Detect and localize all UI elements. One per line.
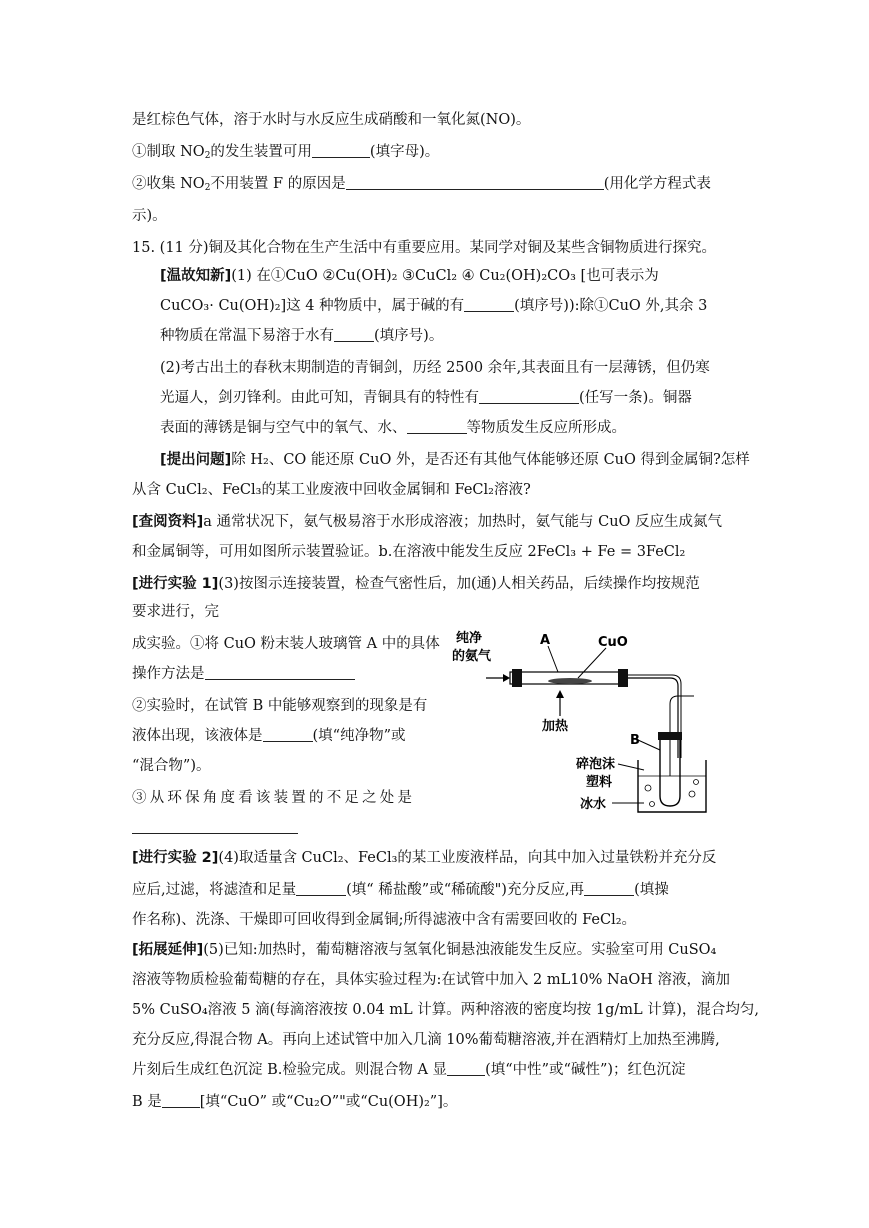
text-line [132, 970, 730, 990]
label-foam: 碎泡沫 [576, 757, 616, 772]
ice-chip [650, 802, 655, 807]
text: ③从环保角度看该装置的不足之处是 [132, 790, 416, 806]
text-line [132, 110, 530, 130]
subscript: 2 [204, 151, 211, 161]
text: (3)按图示连接装置，检查气密性后，加(通)人相关药品，后续操作均按规范 [218, 576, 700, 592]
beaker [638, 760, 706, 812]
answer-blank[interactable] [263, 727, 313, 742]
apparatus-diagram [448, 628, 718, 818]
text-line [132, 880, 669, 900]
cuo-powder [548, 678, 592, 684]
text-line [160, 296, 707, 316]
text: a 通常状况下，氨气极易溶于水形成溶液；加热时，氨气能与 CuO 反应生成氮气 [203, 514, 723, 530]
text-line [132, 1000, 759, 1020]
answer-blank[interactable] [447, 1061, 485, 1076]
text-line [160, 326, 443, 346]
text: 除 H₂、CO 能还原 CuO 外，是否还有其他气体能够还原 CuO 得到金属铜?怎样 [231, 452, 750, 468]
stopper-left [512, 669, 522, 687]
text: (2)考古出土的春秋末期制造的青铜剑，历经 2500 余年,其表面且有一层薄锈，但仍寒 [160, 360, 710, 376]
text-line [160, 388, 692, 408]
ice-chip [689, 791, 695, 797]
text: (填字母)。 [369, 144, 440, 160]
text: “混合物”)。 [132, 758, 211, 774]
text: 溶液等物质检验葡萄糖的存在，具体实验过程为:在试管中加入 2 mL10% NaOH 溶液，滴加 [132, 972, 731, 988]
text: 和金属铜等，可用如图所示装置验证。b.在溶液中能发生反应 2FeCl₃ + Fe = 3FeCl₂ [132, 544, 686, 560]
text: 5% CuSO₄溶液 5 滴(每滴溶液按 0.04 mL 计算。两种溶液的密度均按 1g/mL 计算)，混合均匀, [132, 1002, 760, 1018]
text-line [160, 266, 659, 286]
text-line [132, 574, 700, 594]
heat-arrowhead [556, 690, 564, 698]
text: CuCO₃· Cu(OH)₂]这 4 种物质中，属于碱的有 [160, 298, 465, 314]
text-line [132, 910, 636, 930]
text: 示)。 [132, 208, 167, 224]
text-line [132, 788, 415, 808]
text: (填“ 稀盐酸”或“稀硫酸")充分反应,再 [346, 882, 585, 898]
pointer-b [638, 740, 660, 750]
text-line [132, 848, 716, 868]
text-line [132, 602, 219, 622]
text-line [132, 206, 167, 226]
text: 要求进行，完 [132, 604, 219, 620]
text: (填序号)):除①CuO 外,其余 3 [514, 298, 708, 314]
label-tube-b: B [630, 733, 640, 748]
stopper-right [618, 669, 628, 687]
text-line [132, 940, 716, 960]
text-line [132, 1092, 457, 1112]
text: 应后,过滤，将滤渣和足量 [132, 882, 297, 898]
answer-blank[interactable] [346, 175, 604, 190]
text: 的发生装置可用 [210, 144, 312, 160]
text-line [132, 174, 711, 194]
text: (填序号)。 [374, 328, 444, 344]
text: ②实验时，在试管 B 中能够观察到的现象是有 [132, 698, 428, 714]
label-plastic: 塑料 [586, 775, 613, 790]
pointer-a [548, 646, 558, 672]
text: 充分反应,得混合物 A。再向上述试管中加入几滴 10%葡萄糖溶液,并在酒精灯上加热至沸腾, [132, 1032, 720, 1048]
text: 作名称)、洗涤、干燥即可回收得到金属铜;所得滤液中含有需要回收的 FeCl₂。 [132, 912, 637, 928]
text-line [132, 480, 531, 500]
answer-blank[interactable] [132, 819, 298, 834]
answer-blank[interactable] [296, 881, 346, 896]
text-line [160, 358, 710, 378]
label-tube-a: A [540, 633, 551, 648]
text: 不用装置 F 的原因是 [210, 176, 346, 192]
ice-chip [694, 780, 699, 785]
label-ammonia: 的氨气 [452, 649, 492, 664]
text: 是红棕色气体，溶于水时与水反应生成硝酸和一氧化氮(NO)。 [132, 112, 531, 128]
text-line [160, 450, 750, 470]
section-tag: [查阅资料] [132, 514, 204, 530]
text-line [132, 818, 298, 838]
text: (4)取适量含 CuCl₂、FeCl₃的某工业废液样品，向其中加入过量铁粉并充分反 [218, 850, 717, 866]
section-tag: [温故知新] [160, 268, 232, 284]
answer-blank[interactable] [205, 665, 355, 680]
answer-blank[interactable] [584, 881, 634, 896]
text: 等物质发生反应所形成。 [466, 420, 626, 436]
text: B 是 [132, 1094, 162, 1110]
text: (任写一条)。铜器 [579, 390, 692, 406]
text: (1) 在①CuO ②Cu(OH)₂ ③CuCl₂ ④ Cu₂(OH)₂CO₃ [也可表示为 [231, 268, 659, 284]
answer-blank[interactable] [162, 1093, 200, 1108]
text-line [132, 1030, 720, 1050]
text: ②收集 NO [132, 176, 205, 192]
text: 15. (11 分)铜及其化合物在生产生活中有重要应用。某同学对铜及某些含铜物质进行探究。 [132, 240, 717, 256]
text-line [132, 142, 439, 162]
text: (填操 [634, 882, 669, 898]
text: 成实验。①将 CuO 粉末装人玻璃管 A 中的具体 [132, 636, 440, 652]
label-cuo: CuO [598, 635, 628, 650]
text-line [132, 696, 427, 716]
stopper-b [658, 732, 682, 740]
section-tag: [提出问题] [160, 452, 232, 468]
answer-blank[interactable] [407, 419, 467, 434]
ice-chip [645, 785, 651, 791]
text: (用化学方程式表 [603, 176, 711, 192]
inlet-arrowhead [503, 674, 510, 682]
text-line [132, 726, 405, 746]
section-tag: [拓展延伸] [132, 942, 204, 958]
text-line [132, 756, 210, 776]
text: (填“中性”或“碱性”)；红色沉淀 [485, 1062, 686, 1078]
answer-blank[interactable] [479, 389, 579, 404]
apparatus-svg [448, 628, 718, 818]
label-ice-water: 冰水 [580, 797, 607, 812]
text-line [132, 542, 685, 562]
text: (填“纯净物”或 [312, 728, 406, 744]
subscript: 2 [204, 183, 211, 193]
section-tag: [进行实验 2] [132, 850, 219, 866]
text: 光逼人，剑刃锋利。由此可知，青铜具有的特性有 [160, 390, 479, 406]
label-pure-gas: 纯净 [456, 631, 483, 646]
question-header [132, 238, 716, 258]
answer-blank[interactable] [464, 297, 514, 312]
text: (5)已知:加热时，葡萄糖溶液与氢氧化铜悬浊液能发生反应。实验室可用 CuSO₄ [203, 942, 717, 958]
answer-blank[interactable] [312, 143, 370, 158]
text: ①制取 NO [132, 144, 205, 160]
text: 操作方法是 [132, 666, 205, 682]
text-line [132, 512, 722, 532]
text: 片刻后生成红色沉淀 B.检验完成。则混合物 A 显 [132, 1062, 448, 1078]
text-line [132, 634, 440, 654]
text: 种物质在常温下易溶于水有 [160, 328, 334, 344]
text: 从含 CuCl₂、FeCl₃的某工业废液中回收金属铜和 FeCl₂溶液? [132, 482, 531, 498]
text-line [132, 1060, 686, 1080]
text: 液体出现，该液体是 [132, 728, 263, 744]
pointer-foam [618, 764, 644, 770]
text: 表面的薄锈是铜与空气中的氧气、水、 [160, 420, 407, 436]
text: [填“CuO” 或“Cu₂O”"或“Cu(OH)₂”]。 [199, 1094, 458, 1110]
label-heat: 加热 [542, 719, 569, 734]
text-line [132, 664, 355, 684]
section-tag: [进行实验 1] [132, 576, 219, 592]
answer-blank[interactable] [334, 327, 374, 342]
text-line [160, 418, 626, 438]
